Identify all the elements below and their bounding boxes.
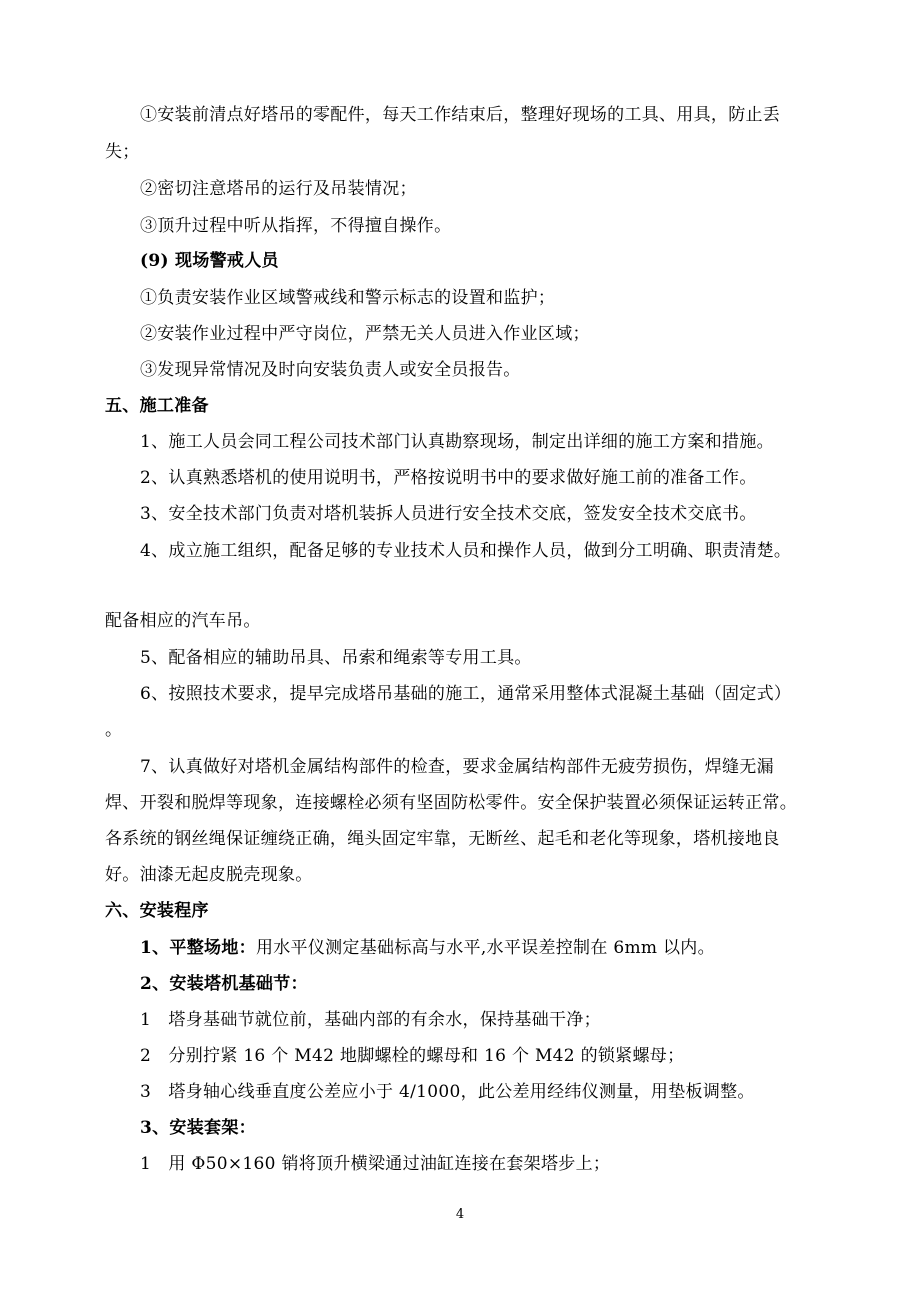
step-heading: 2、安装塔机基础节：: [140, 974, 308, 994]
step-title: 1、平整场地：: [140, 938, 256, 958]
paragraph-line: 1 塔身基础节就位前，基础内部的有余水，保持基础干净；: [140, 1010, 601, 1030]
section-heading: 六、安装程序: [105, 901, 209, 921]
page-number: 4: [455, 1207, 465, 1222]
paragraph-line: 焊、开裂和脱焊等现象，连接螺栓必须有坚固防松零件。安全保护装置必须保证运转正常。: [105, 793, 797, 813]
paragraph-line: 各系统的钢丝绳保证缠绕正确，绳头固定牢靠，无断丝、起毛和老化等现象，塔机接地良: [105, 829, 780, 849]
paragraph-line: 7、认真做好对塔机金属结构部件的检查，要求金属结构部件无疲劳损伤，焊缝无漏: [140, 757, 774, 777]
paragraph-line: [140, 937, 715, 959]
paragraph-line: 1、施工人员会同工程公司技术部门认真勘察现场，制定出详细的施工方案和措施。: [140, 432, 774, 452]
subsection-heading: (9) 现场警戒人员: [140, 251, 279, 271]
paragraph-line: ①负责安装作业区域警戒线和警示标志的设置和监护；: [140, 288, 556, 308]
paragraph-line: 2 分别拧紧 16 个 M42 地脚螺栓的螺母和 16 个 M42 的锁紧螺母；: [140, 1046, 685, 1066]
paragraph-line: 好。油漆无起皮脱壳现象。: [105, 865, 313, 885]
paragraph-line: ②安装作业过程中严守岗位，严禁无关人员进入作业区域；: [140, 324, 590, 344]
paragraph-line: ②密切注意塔吊的运行及吊装情况；: [140, 179, 417, 199]
paragraph-line: 。: [105, 720, 123, 740]
paragraph-line: 3 塔身轴心线垂直度公差应小于 4/1000，此公差用经纬仪测量，用垫板调整。: [140, 1082, 755, 1102]
step-heading: 3、安装套架：: [140, 1118, 256, 1138]
paragraph-line: ③发现异常情况及时向安装负责人或安全员报告。: [140, 360, 521, 380]
paragraph-line: 4、成立施工组织，配备足够的专业技术人员和操作人员，做到分工明确、职责清楚。: [140, 541, 792, 561]
paragraph-line: 1 用 Φ50×160 销将顶升横梁通过油缸连接在套架塔步上；: [140, 1154, 611, 1174]
step-text: 用水平仪测定基础标高与水平,水平误差控制在 6mm 以内。: [255, 938, 715, 958]
section-heading: 五、施工准备: [105, 396, 209, 416]
paragraph-line: ③顶升过程中听从指挥，不得擅自操作。: [140, 216, 452, 236]
paragraph-line: 5、配备相应的辅助吊具、吊索和绳索等专用工具。: [140, 648, 532, 668]
paragraph-line: 6、按照技术要求，提早完成塔吊基础的施工，通常采用整体式混凝土基础（固定式）: [140, 684, 792, 704]
paragraph-line: 3、安全技术部门负责对塔机装拆人员进行安全技术交底，签发安全技术交底书。: [140, 504, 757, 524]
paragraph-line: ①安装前清点好塔吊的零配件，每天工作结束后，整理好现场的工具、用具，防止丢: [140, 105, 781, 125]
paragraph-line: 失；: [105, 142, 140, 162]
paragraph-line: 配备相应的汽车吊。: [105, 611, 261, 631]
paragraph-line: 2、认真熟悉塔机的使用说明书，严格按说明书中的要求做好施工前的准备工作。: [140, 468, 757, 488]
